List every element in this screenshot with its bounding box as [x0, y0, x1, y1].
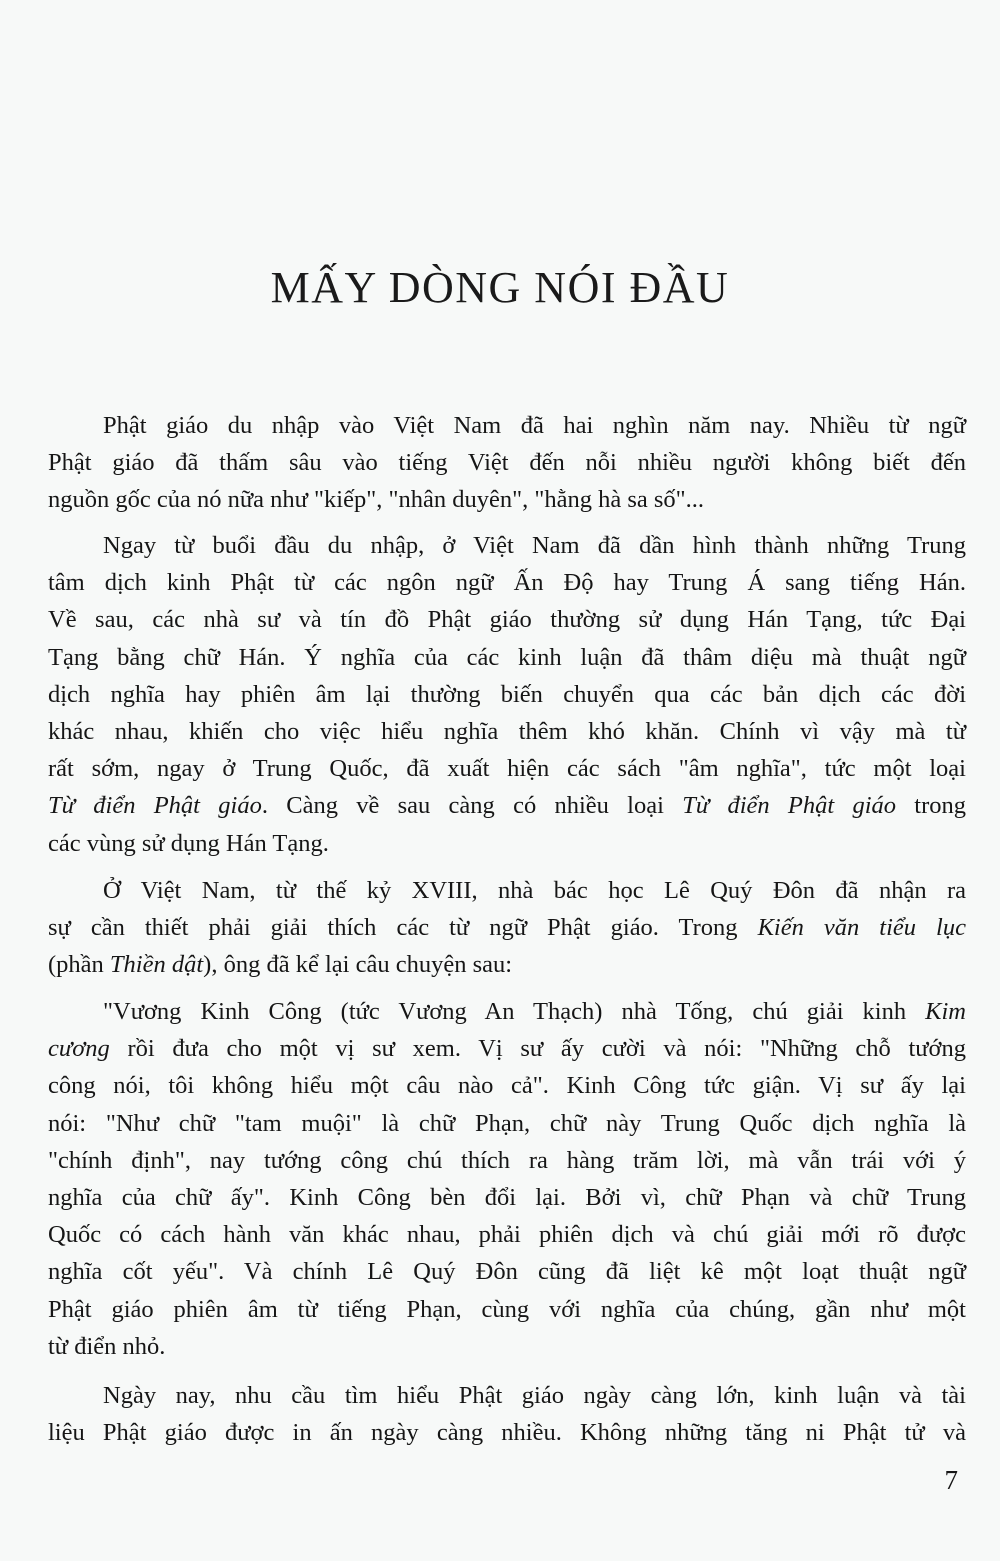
text-line: Từ điển Phật giáo. Càng về sau càng có nhiều loại Từ điển Phật giáo trong — [48, 792, 967, 820]
text-line: Phật giáo phiên âm từ tiếng Phạn, cùng với nghĩa của chúng, gần như một — [48, 1295, 966, 1323]
text-line: nghĩa của chữ ấy". Kinh Công bèn đổi lại. Bởi vì, chữ Phạn và chữ Trung — [48, 1184, 966, 1212]
text-line: cương rồi đưa cho một vị sư xem. Vị sư ấy cười và nói: "Những chỗ tướng — [48, 1035, 966, 1063]
text-line: các vùng sử dụng Hán Tạng. — [48, 829, 329, 857]
text-line: Tạng bằng chữ Hán. Ý nghĩa của các kinh luận đã thâm diệu mà thuật ngữ — [48, 643, 966, 671]
text-line: tâm dịch kinh Phật từ các ngôn ngữ Ấn Độ hay Trung Á sang tiếng Hán. — [48, 569, 966, 597]
text-line: nghĩa cốt yếu". Và chính Lê Quý Đôn cũng đã liệt kê một loạt thuật ngữ — [48, 1258, 966, 1286]
text-line: Phật giáo đã thấm sâu vào tiếng Việt đến nỗi nhiều người không biết đến — [48, 449, 966, 477]
text-line: Về sau, các nhà sư và tín đồ Phật giáo thường sử dụng Hán Tạng, tức Đại — [48, 606, 966, 634]
text-line: nói: "Như chữ "tam muội" là chữ Phạn, chữ này Trung Quốc dịch nghĩa là — [48, 1109, 966, 1137]
text-line: từ điển nhỏ. — [48, 1332, 166, 1360]
paragraph-4 — [48, 993, 966, 1365]
text-line: nguồn gốc của nó nữa như "kiếp", "nhân duyên", "hằng hà sa số"... — [48, 486, 705, 514]
paragraph-5 — [48, 1377, 966, 1451]
text-line: Ngày nay, nhu cầu tìm hiểu Phật giáo ngày càng lớn, kinh luận và tài — [103, 1382, 966, 1409]
text-line: sự cần thiết phải giải thích các từ ngữ Phật giáo. Trong Kiến văn tiểu lục — [48, 914, 966, 942]
text-line: Ở Việt Nam, từ thế kỷ XVIII, nhà bác học Lê Quý Đôn đã nhận ra — [103, 877, 966, 904]
text-line: Quốc có cách hành văn khác nhau, phải phiên dịch và chú giải mới rõ được — [48, 1221, 966, 1249]
text-line: liệu Phật giáo được in ấn ngày càng nhiều. Không những tăng ni Phật tử và — [48, 1419, 966, 1447]
paragraph-1 — [48, 407, 966, 519]
text-line: (phần Thiền dật), ông đã kể lại câu chuyện sau: — [48, 951, 513, 979]
text-line: công nói, tôi không hiểu một câu nào cả". Kinh Công tức giận. Vị sư ấy lại — [48, 1072, 966, 1100]
text-line: rất sớm, ngay ở Trung Quốc, đã xuất hiện các sách "âm nghĩa", tức một loại — [48, 755, 966, 783]
text-line: Phật giáo du nhập vào Việt Nam đã hai nghìn năm nay. Nhiều từ ngữ — [103, 412, 966, 439]
page-title: MẤY DÒNG NÓI ĐẦU — [270, 263, 730, 312]
text-line: "chính định", nay tướng công chú thích ra hàng trăm lời, mà vẫn trái với ý — [48, 1146, 966, 1174]
page-number: 7 — [944, 1465, 958, 1495]
paragraph-2 — [48, 527, 966, 862]
text-line: "Vương Kinh Công (tức Vương An Thạch) nhà Tống, chú giải kinh Kim — [103, 998, 966, 1025]
paragraph-3 — [48, 872, 966, 984]
text-line: Ngay từ buổi đầu du nhập, ở Việt Nam đã dần hình thành những Trung — [103, 532, 966, 559]
text-line: dịch nghĩa hay phiên âm lại thường biến chuyển qua các bản dịch các đời — [48, 680, 966, 708]
text-line: khác nhau, khiến cho việc hiểu nghĩa thêm khó khăn. Chính vì vậy mà từ — [48, 718, 966, 746]
